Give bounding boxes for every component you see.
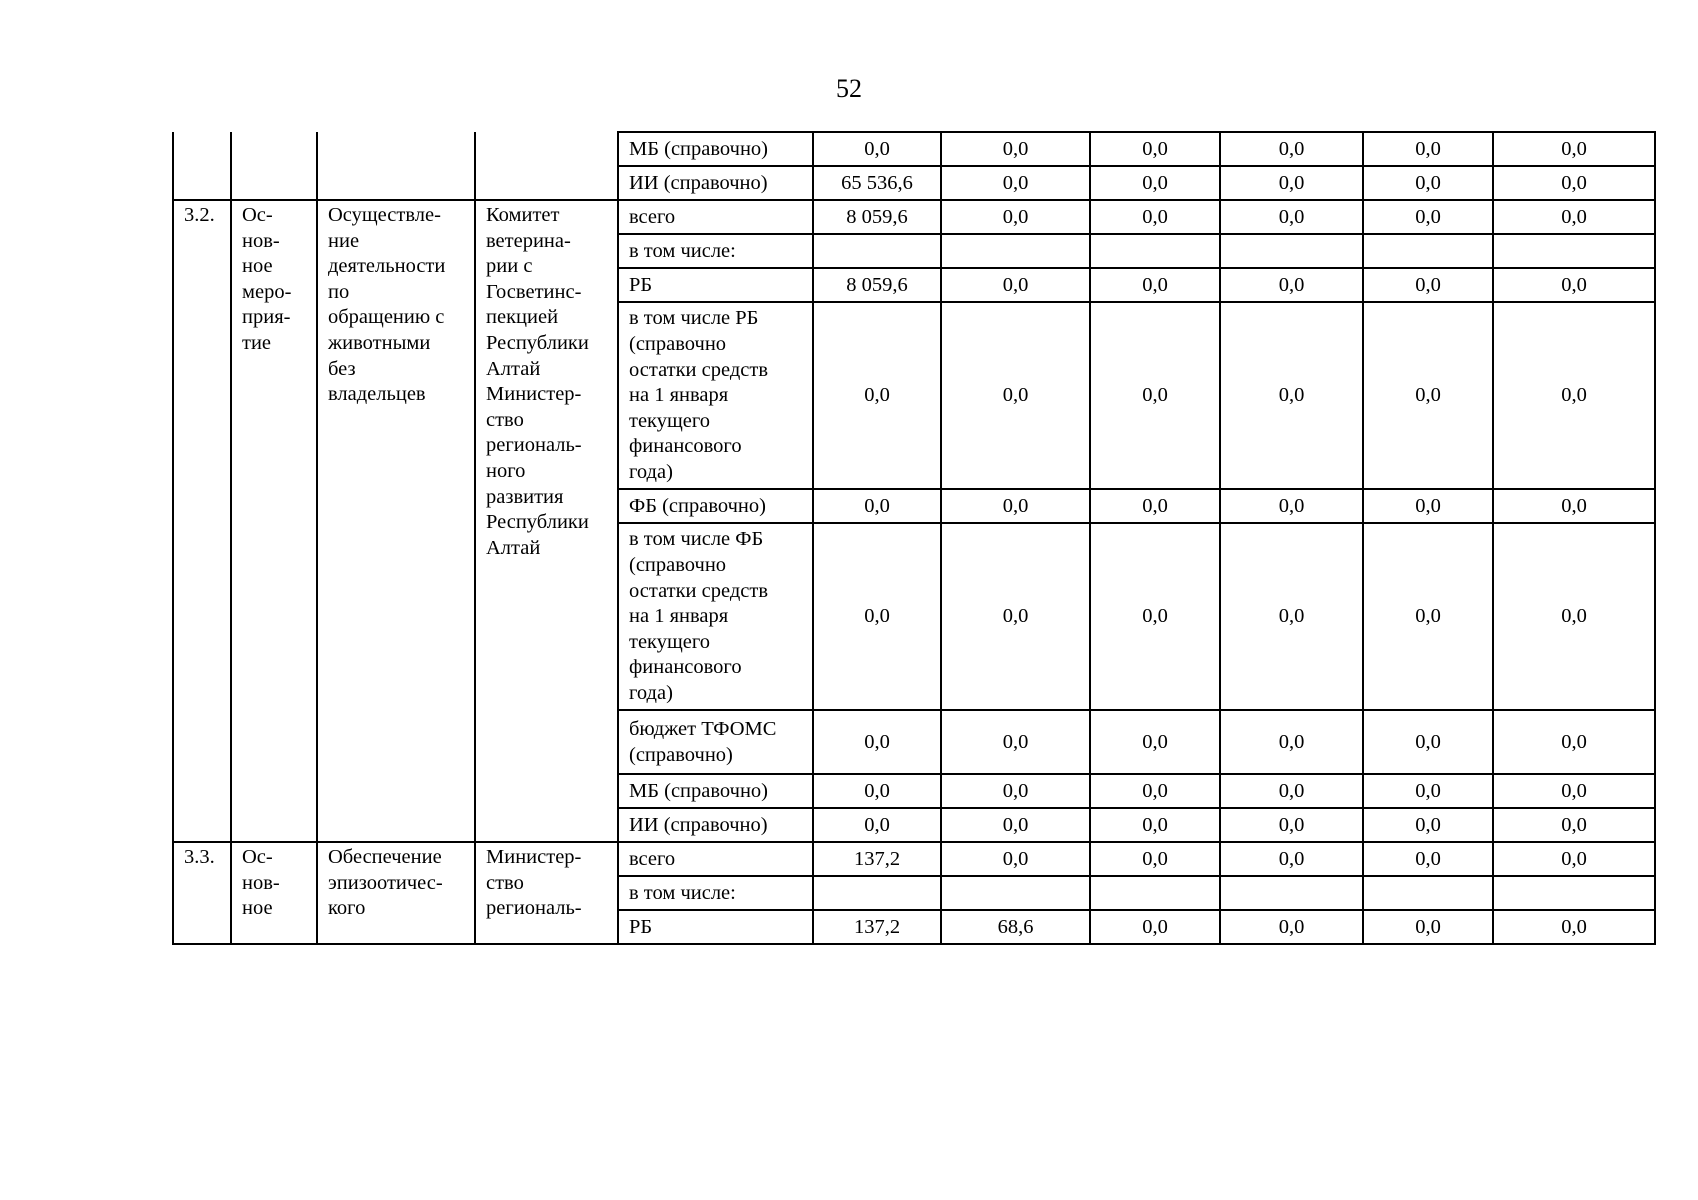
value-cell [1090,523,1220,710]
source-cell-text: бюджет ТФОМС (справочно) [629,717,777,766]
value-cell [813,842,941,876]
value-cell [941,234,1090,268]
table-row [173,132,1655,166]
value-cell [941,876,1090,910]
value-cell-text: 0,0 [1415,779,1441,802]
value-cell-text: 0,0 [1142,847,1168,870]
value-cell [1363,774,1493,808]
value-cell-text: 0,0 [1002,494,1029,517]
source-cell-text: в том числе: [629,239,736,262]
value-cell-text: 0,0 [1142,779,1168,802]
value-cell-text: 0,0 [1142,494,1168,517]
item-executor-cell-text: Комитет ветерина- рии с Госветинс- пекцией Республики Алтай Министер- ство региональ- ного развития Республики Алтай [486,204,589,559]
value-cell-text: 0,0 [1415,384,1441,407]
value-cell [1220,876,1363,910]
source-cell [618,200,813,234]
value-cell-text: 0,0 [1415,205,1441,228]
source-cell-text: всего [629,847,676,870]
value-cell [941,808,1090,842]
value-cell [813,876,941,910]
value-cell [1220,302,1363,489]
item-number-cell [173,842,231,944]
value-cell [813,774,941,808]
value-cell [1363,808,1493,842]
item-type-cell-text: Ос- нов- ное [242,846,280,920]
value-cell-text: 0,0 [1142,605,1168,628]
value-cell [1090,710,1220,774]
value-cell [813,710,941,774]
value-cell-text: 0,0 [1561,273,1587,296]
value-cell [813,200,941,234]
value-cell-text: 0,0 [1002,605,1029,628]
value-cell [1363,268,1493,302]
value-cell-text: 0,0 [1002,205,1029,228]
source-cell-text: всего [629,205,676,228]
value-cell [941,132,1090,166]
value-cell [1220,200,1363,234]
value-cell-text: 137,2 [853,915,901,938]
value-cell [941,842,1090,876]
value-cell-text: 0,0 [1002,730,1029,753]
value-cell [1363,710,1493,774]
value-cell [1363,842,1493,876]
table-row [173,200,1655,234]
value-cell-text: 0,0 [864,605,890,628]
value-cell [1220,842,1363,876]
source-cell [618,910,813,944]
value-cell-text: 0,0 [1561,779,1587,802]
item-type-cell [231,842,317,944]
source-cell-text: МБ (справочно) [629,779,768,802]
item-type-cell [231,200,317,842]
source-cell-text: ФБ (справочно) [629,494,766,517]
value-cell [813,166,941,200]
item-number-cell [173,200,231,842]
value-cell-text: 0,0 [864,494,890,517]
value-cell-text: 0,0 [1415,273,1441,296]
source-cell-text: МБ (справочно) [629,137,768,160]
value-cell [1493,132,1655,166]
value-cell-text: 0,0 [864,779,890,802]
value-cell [941,268,1090,302]
value-cell [1363,523,1493,710]
value-cell [1493,523,1655,710]
source-cell-text: в том числе: [629,881,736,904]
value-cell [1493,808,1655,842]
source-cell [618,268,813,302]
value-cell-text: 0,0 [1278,813,1305,836]
value-cell-text: 0,0 [1142,813,1168,836]
value-cell [1363,302,1493,489]
value-cell [813,268,941,302]
source-cell-text: ИИ (справочно) [629,813,768,836]
value-cell [1220,166,1363,200]
value-cell-text: 0,0 [1561,813,1587,836]
value-cell-text: 0,0 [1561,205,1587,228]
source-cell-text: ИИ (справочно) [629,171,768,194]
cont-type-cell [231,132,317,200]
value-cell [1090,808,1220,842]
value-cell-text: 0,0 [1561,171,1587,194]
value-cell-text: 68,6 [997,915,1034,938]
value-cell-text: 0,0 [1561,847,1587,870]
value-cell [1363,910,1493,944]
value-cell [1090,910,1220,944]
item-name-cell [317,842,475,944]
value-cell-text: 0,0 [1415,730,1441,753]
value-cell-text: 0,0 [1561,384,1587,407]
value-cell [941,910,1090,944]
value-cell-text: 0,0 [1415,171,1441,194]
value-cell [1363,200,1493,234]
value-cell-text: 0,0 [864,137,890,160]
value-cell-text: 0,0 [1142,730,1168,753]
value-cell-text: 65 536,6 [841,171,913,194]
value-cell-text: 0,0 [1278,273,1305,296]
value-cell-text: 0,0 [864,813,890,836]
source-cell [618,710,813,774]
item-type-cell-text: Ос- нов- ное меро- прия- тие [242,204,292,354]
value-cell [1220,523,1363,710]
value-cell [813,808,941,842]
value-cell-text: 0,0 [1415,137,1441,160]
value-cell [1493,268,1655,302]
value-cell [1090,268,1220,302]
value-cell [1220,489,1363,523]
value-cell-text: 0,0 [1142,915,1168,938]
value-cell [1493,910,1655,944]
value-cell-text: 0,0 [1278,137,1305,160]
value-cell [1493,166,1655,200]
cont-executor-cell [475,132,618,200]
value-cell [1220,910,1363,944]
value-cell [1493,302,1655,489]
value-cell [1493,842,1655,876]
value-cell-text: 0,0 [1415,605,1441,628]
value-cell-text: 0,0 [1002,273,1029,296]
cont-name-cell [317,132,475,200]
value-cell-text: 0,0 [1278,847,1305,870]
table-row [173,842,1655,876]
value-cell [941,166,1090,200]
value-cell [1090,489,1220,523]
value-cell [1090,132,1220,166]
source-cell [618,774,813,808]
source-cell [618,489,813,523]
value-cell [1363,132,1493,166]
source-cell [618,166,813,200]
value-cell-text: 137,2 [853,847,901,870]
item-name-cell-text: Осуществле- ние деятельности по обращению с животными без владельцев [328,204,446,406]
value-cell-text: 0,0 [1142,137,1168,160]
value-cell [1493,234,1655,268]
value-cell-text: 0,0 [1278,494,1305,517]
value-cell-text: 0,0 [1278,730,1305,753]
value-cell-text: 0,0 [1002,847,1029,870]
value-cell [813,302,941,489]
value-cell-text: 0,0 [1142,384,1168,407]
value-cell [1220,132,1363,166]
value-cell [1220,234,1363,268]
source-cell [618,302,813,489]
value-cell [941,774,1090,808]
value-cell-text: 0,0 [1278,605,1305,628]
value-cell [1363,234,1493,268]
value-cell-text: 0,0 [1002,384,1029,407]
item-executor-cell [475,842,618,944]
value-cell-text: 0,0 [1142,205,1168,228]
value-cell [1220,268,1363,302]
value-cell [941,489,1090,523]
value-cell-text: 0,0 [1561,605,1587,628]
value-cell [1493,489,1655,523]
value-cell [1090,876,1220,910]
source-cell-text: в том числе ФБ (справочно остатки средств на 1 января текущего финансового года) [629,528,768,704]
value-cell-text: 0,0 [1561,494,1587,517]
item-number-cell-text: 3.3. [184,846,215,868]
source-cell-text: РБ [629,915,653,938]
value-cell [1493,876,1655,910]
value-cell [1090,234,1220,268]
value-cell-text: 8 059,6 [846,205,908,228]
value-cell [1363,166,1493,200]
value-cell [813,489,941,523]
value-cell-text: 0,0 [1561,730,1587,753]
value-cell [1220,710,1363,774]
page-number: 52 [836,74,862,103]
value-cell [941,523,1090,710]
value-cell-text: 0,0 [1415,813,1441,836]
item-name-cell [317,200,475,842]
value-cell [1220,808,1363,842]
budget-table [172,131,1656,945]
source-cell [618,234,813,268]
source-cell [618,876,813,910]
value-cell-text: 0,0 [1278,915,1305,938]
source-cell-text: РБ [629,273,653,296]
value-cell-text: 0,0 [1142,273,1168,296]
item-executor-cell [475,200,618,842]
source-cell [618,842,813,876]
value-cell-text: 8 059,6 [846,273,908,296]
value-cell-text: 0,0 [1278,384,1305,407]
value-cell [813,910,941,944]
value-cell [941,200,1090,234]
value-cell [941,302,1090,489]
cont-number-cell [173,132,231,200]
value-cell [1493,200,1655,234]
value-cell-text: 0,0 [1142,171,1168,194]
item-name-cell-text: Обеспечение эпизоотичес- кого [328,846,443,920]
value-cell-text: 0,0 [1278,779,1305,802]
value-cell-text: 0,0 [1415,494,1441,517]
value-cell-text: 0,0 [1002,171,1029,194]
value-cell [1220,774,1363,808]
item-number-cell-text: 3.2. [184,204,215,226]
value-cell [1090,200,1220,234]
source-cell [618,808,813,842]
value-cell [813,523,941,710]
source-cell [618,523,813,710]
value-cell [1090,302,1220,489]
value-cell-text: 0,0 [1561,915,1587,938]
value-cell-text: 0,0 [1278,171,1305,194]
value-cell [1493,710,1655,774]
value-cell [813,234,941,268]
value-cell [1363,489,1493,523]
value-cell [1090,774,1220,808]
value-cell-text: 0,0 [864,384,890,407]
source-cell [618,132,813,166]
value-cell [1493,774,1655,808]
value-cell-text: 0,0 [1278,205,1305,228]
value-cell [1363,876,1493,910]
value-cell-text: 0,0 [1002,813,1029,836]
value-cell-text: 0,0 [864,730,890,753]
value-cell [1090,166,1220,200]
value-cell-text: 0,0 [1002,779,1029,802]
value-cell-text: 0,0 [1561,137,1587,160]
value-cell [941,710,1090,774]
value-cell [813,132,941,166]
value-cell-text: 0,0 [1415,847,1441,870]
source-cell-text: в том числе РБ (справочно остатки средств на 1 января текущего финансового года) [629,307,768,483]
value-cell-text: 0,0 [1002,137,1029,160]
value-cell-text: 0,0 [1415,915,1441,938]
value-cell [1090,842,1220,876]
item-executor-cell-text: Министер- ство региональ- [486,846,582,920]
